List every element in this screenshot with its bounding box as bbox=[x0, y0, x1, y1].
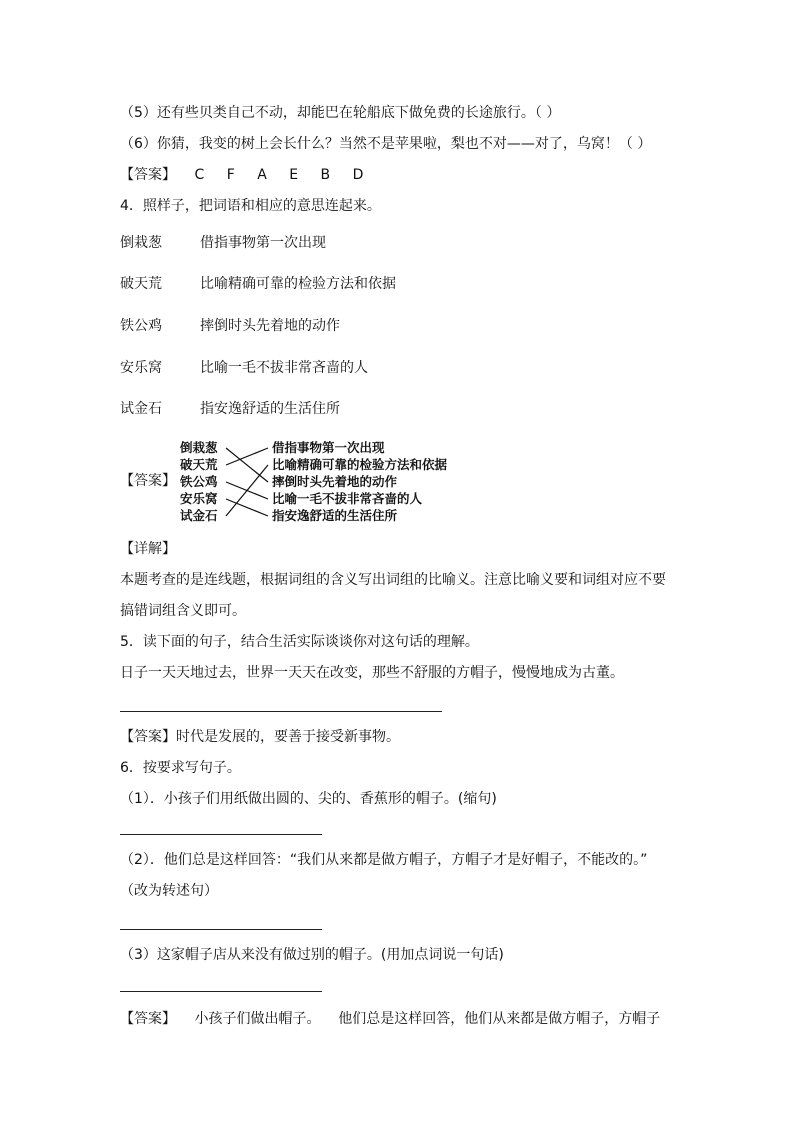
diagram-meaning: 比喻精确可靠的检验方法和依据 bbox=[272, 457, 448, 472]
diagram-meaning: 指安逸舒适的生活住所 bbox=[272, 508, 398, 523]
connector-lines bbox=[120, 438, 480, 524]
q6-answer bbox=[120, 1009, 660, 1029]
match-word: 安乐窝 bbox=[120, 360, 162, 376]
answer-label: 【答案】 bbox=[120, 1011, 176, 1027]
match-meaning: 比喻精确可靠的检验方法和依据 bbox=[200, 276, 396, 292]
answer-letter: D bbox=[352, 167, 364, 183]
connector-line bbox=[226, 465, 268, 516]
match-meaning: 摔倒时头先着地的动作 bbox=[200, 318, 340, 334]
detail-label: 【详解】 bbox=[120, 541, 176, 557]
answer-blank-line bbox=[120, 991, 322, 992]
detail-text-1: 本题考查的是连线题，根据词组的含义写出词组的比喻义。注意比喻义要和词组对应不要 bbox=[120, 572, 666, 588]
answer-blank-line bbox=[120, 834, 322, 835]
diagram-word: 倒栽葱 bbox=[180, 440, 218, 455]
q4-title: 4．照样子，把词语和相应的意思连起来。 bbox=[120, 198, 381, 214]
connector-line bbox=[226, 448, 268, 465]
q6-item-1: （1）．小孩子们用纸做出圆的、尖的、香蕉形的帽子。(缩句) bbox=[120, 791, 497, 807]
q5-sentence: 日子一天天地过去，世界一天天在改变，那些不舒服的方帽子，慢慢地成为古董。 bbox=[120, 665, 624, 681]
q6-item-2-note: （改为转述句） bbox=[120, 883, 218, 899]
q3-item-5: （5）还有些贝类自己不动，却能巴在轮船底下做免费的长途旅行。（ ） bbox=[120, 105, 561, 121]
diagram-meaning: 摔倒时头先着地的动作 bbox=[272, 474, 398, 489]
match-word: 铁公鸡 bbox=[120, 318, 162, 334]
diagram-word: 安乐窝 bbox=[180, 491, 218, 506]
detail-text-2: 搞错词组含义即可。 bbox=[120, 603, 246, 619]
match-meaning: 比喻一毛不拔非常吝啬的人 bbox=[200, 360, 368, 376]
q5-title: 5．读下面的句子，结合生活实际谈谈你对这句话的理解。 bbox=[120, 634, 479, 650]
q3-answer bbox=[120, 165, 381, 185]
match-meaning: 借指事物第一次出现 bbox=[200, 235, 326, 251]
connector-line bbox=[226, 448, 268, 482]
answer-label: 【答案】 bbox=[120, 167, 176, 183]
match-word: 试金石 bbox=[120, 401, 162, 417]
answer-label: 【答案】 bbox=[120, 473, 176, 489]
match-word: 破天荒 bbox=[120, 276, 162, 292]
answer-letters bbox=[194, 167, 381, 183]
answer-letter: E bbox=[289, 167, 299, 183]
diagram-word: 试金石 bbox=[180, 508, 218, 523]
q3-item-6: （6）你猜，我变的树上会长什么？当然不是苹果啦，梨也不对——对了，乌窝！（ ） bbox=[120, 136, 652, 152]
answer-blank-line bbox=[120, 711, 442, 712]
answer-letter: C bbox=[194, 167, 205, 183]
answer-letter: F bbox=[226, 167, 235, 183]
answer-letter: A bbox=[257, 167, 267, 183]
match-meaning: 指安逸舒适的生活住所 bbox=[200, 401, 340, 417]
q5-answer: 【答案】时代是发展的，要善于接受新事物。 bbox=[120, 729, 400, 745]
answer-matching-diagram bbox=[120, 438, 480, 524]
q6-item-3: （3）这家帽子店从来没有做过别的帽子。(用加点词说一句话) bbox=[120, 947, 504, 963]
diagram-word: 铁公鸡 bbox=[180, 474, 218, 489]
diagram-word: 破天荒 bbox=[180, 457, 218, 472]
answer-letter: B bbox=[320, 167, 331, 183]
diagram-meaning: 借指事物第一次出现 bbox=[272, 440, 385, 455]
q6-item-2: （2）．他们总是这样回答：“我们从来都是做方帽子，方帽子才是好帽子，不能改的。” bbox=[120, 852, 648, 868]
q6-title: 6．按要求写句子。 bbox=[120, 760, 241, 776]
answer-blank-line bbox=[120, 929, 322, 930]
diagram-meaning: 比喻一毛不拔非常吝啬的人 bbox=[272, 491, 423, 506]
match-word: 倒栽葱 bbox=[120, 235, 162, 251]
q6-answer-text: 小孩子们做出帽子。 他们总是这样回答，他们从来都是做方帽子，方帽子 bbox=[194, 1011, 661, 1027]
